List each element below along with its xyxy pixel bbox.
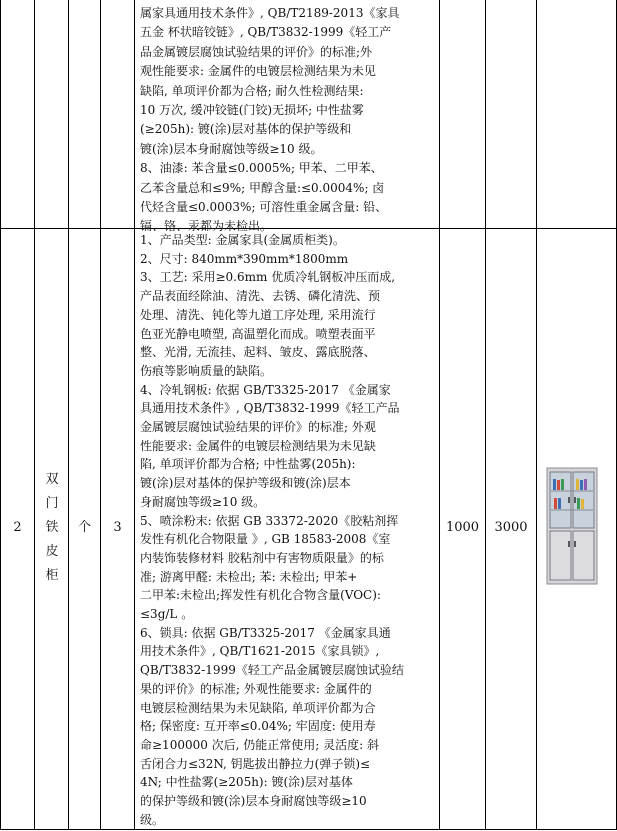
spec-line: 4、冷轧钢板: 依据 GB/T3325-2017 《金属家 xyxy=(140,382,391,397)
table-bottom-border xyxy=(0,829,617,830)
spec-line: 准; 游离甲醛: 未检出; 苯: 未检出; 甲苯+ xyxy=(140,569,358,584)
spec-line: 电镀层检测结果为未见缺陷, 单项评价都为合 xyxy=(140,700,376,715)
spec-line: 6、锁具: 依据 GB/T3325-2017 《金属家具通 xyxy=(140,625,391,640)
spec-line: 果的评价》的标准; 外观性能要求: 金属件的 xyxy=(140,681,372,696)
spec-line: 8、油漆: 苯含量≤0.0005%; 甲苯、二甲苯、 xyxy=(140,161,383,176)
spec-line: 具通用技术条件》, QB/T3832-1999《轻工产品 xyxy=(140,401,400,416)
spec-line: 伤痕等影响质量的缺陷。 xyxy=(140,363,273,378)
spec-line: 五金 杯状暗铰链》, QB/T3832-1999《轻工产 xyxy=(140,25,392,40)
spec-line: 命≥100000 次后, 仍能正常使用; 灵活度: 斜 xyxy=(140,737,380,752)
spec-line: 产品表面经除油、清洗、去锈、磷化清洗、预 xyxy=(140,289,381,304)
spec-line: 3、工艺: 采用≥0.6mm 优质冷轧钢板冲压而成, xyxy=(140,270,396,285)
spec-line: 舌闭合力≤32N, 钥匙拔出静拉力(弹子锁)≤ xyxy=(140,756,371,771)
spec-line: 属家具通用技术条件》, QB/T2189-2013《家具 xyxy=(140,6,400,20)
spec-line: 乙苯含量总和≤9%; 甲醇含量:≤0.0004%; 卤 xyxy=(140,180,385,195)
spec-line: (≥205h): 镀(涂)层对基体的保护等级和 xyxy=(140,122,352,137)
column-border xyxy=(34,0,35,830)
spec-line: 观性能要求: 金属件的电镀层检测结果为未见 xyxy=(140,64,376,79)
spec-line: 内装饰装修材料 胶粘剂中有害物质限量》的标 xyxy=(140,550,384,565)
spec-line: 镉、铬、汞都为未检出。 xyxy=(140,219,273,234)
spec-line: 2、尺寸: 840mm*390mm*1800mm xyxy=(140,251,349,266)
cabinet-image xyxy=(546,467,598,585)
unit-price: 1000 xyxy=(445,520,480,535)
quantity: 3 xyxy=(113,520,122,535)
spec-line: 品金属镀层腐蚀试验结果的评价》的标准;外 xyxy=(140,44,373,59)
spec-line: 色亚光静电喷塑, 高温塑化而成。喷塑表面平 xyxy=(140,326,376,341)
spec-line: 4N; 中性盐雾(≥205h): 镀(涂)层对基体 xyxy=(140,775,353,790)
spec-line: 性能要求: 金属件的电镀层检测结果为未见缺 xyxy=(140,438,376,453)
spec-line: 10 万次, 缓冲铰链(门铰)无损坏; 中性盐雾 xyxy=(140,103,364,117)
spec-line: 5、喷涂粉末: 依据 GB 33372-2020《胶粘剂挥 xyxy=(140,513,399,528)
spec-line: 陷, 单项评价都为合格; 中性盐雾(205h): xyxy=(140,457,356,472)
column-border xyxy=(536,0,537,830)
spec-line: 级。 xyxy=(140,812,165,827)
unit: 个 xyxy=(77,520,91,535)
column-border xyxy=(439,0,440,830)
spec-line: 的保护等级和镀(涂)层本身耐腐蚀等级≥10 xyxy=(140,794,367,808)
spec-line: ≤3g/L 。 xyxy=(140,607,194,621)
spec-line: 缺陷, 单项评价都为合格; 耐久性检测结果: xyxy=(140,83,364,98)
spec-line: 格; 保密度: 互开率≤0.04%; 牢固度: 使用寿 xyxy=(140,719,376,734)
column-border xyxy=(134,0,135,830)
spec-line: 用技术条件》, QB/T1621-2015《家具锁》, xyxy=(140,644,380,659)
table-divider xyxy=(0,228,617,229)
column-border xyxy=(485,0,486,830)
column-border xyxy=(100,0,101,830)
spec-line: QB/T3832-1999《轻工产品金属镀层腐蚀试验结 xyxy=(140,663,404,678)
spec-line: 二甲苯:未检出;挥发性有机化合物含量(VOC): xyxy=(140,588,381,603)
spec-line: 整、光滑, 无流挂、起料、皱皮、露底脱落、 xyxy=(140,345,376,360)
spec-line: 处理、清洗、钝化等九道工序处理, 采用流行 xyxy=(140,307,376,322)
row-index: 2 xyxy=(13,520,22,535)
product-name: 双门铁皮柜 xyxy=(45,472,59,583)
spec-line: 身耐腐蚀等级≥10 级。 xyxy=(140,494,266,509)
spec-line: 1、产品类型: 金属家具(金属质柜类)。 xyxy=(140,233,345,247)
spec-line: 发性有机化合物限量 》, GB 18583-2008《室 xyxy=(140,532,391,547)
spec-line: 镀(涂)层本身耐腐蚀等级≥10 级。 xyxy=(140,141,323,156)
spec-line: 代烃含量≤0.0003%; 可溶性重金属含量: 铅、 xyxy=(140,200,388,214)
total-price: 3000 xyxy=(494,520,528,535)
spec-line: 镀(涂)层对基体的保护等级和镀(涂)层本 xyxy=(140,476,351,491)
column-border xyxy=(68,0,69,830)
spec-line: 金属镀层腐蚀试验结果的评价》的标准; 外观 xyxy=(140,420,376,434)
column-border xyxy=(0,0,1,830)
